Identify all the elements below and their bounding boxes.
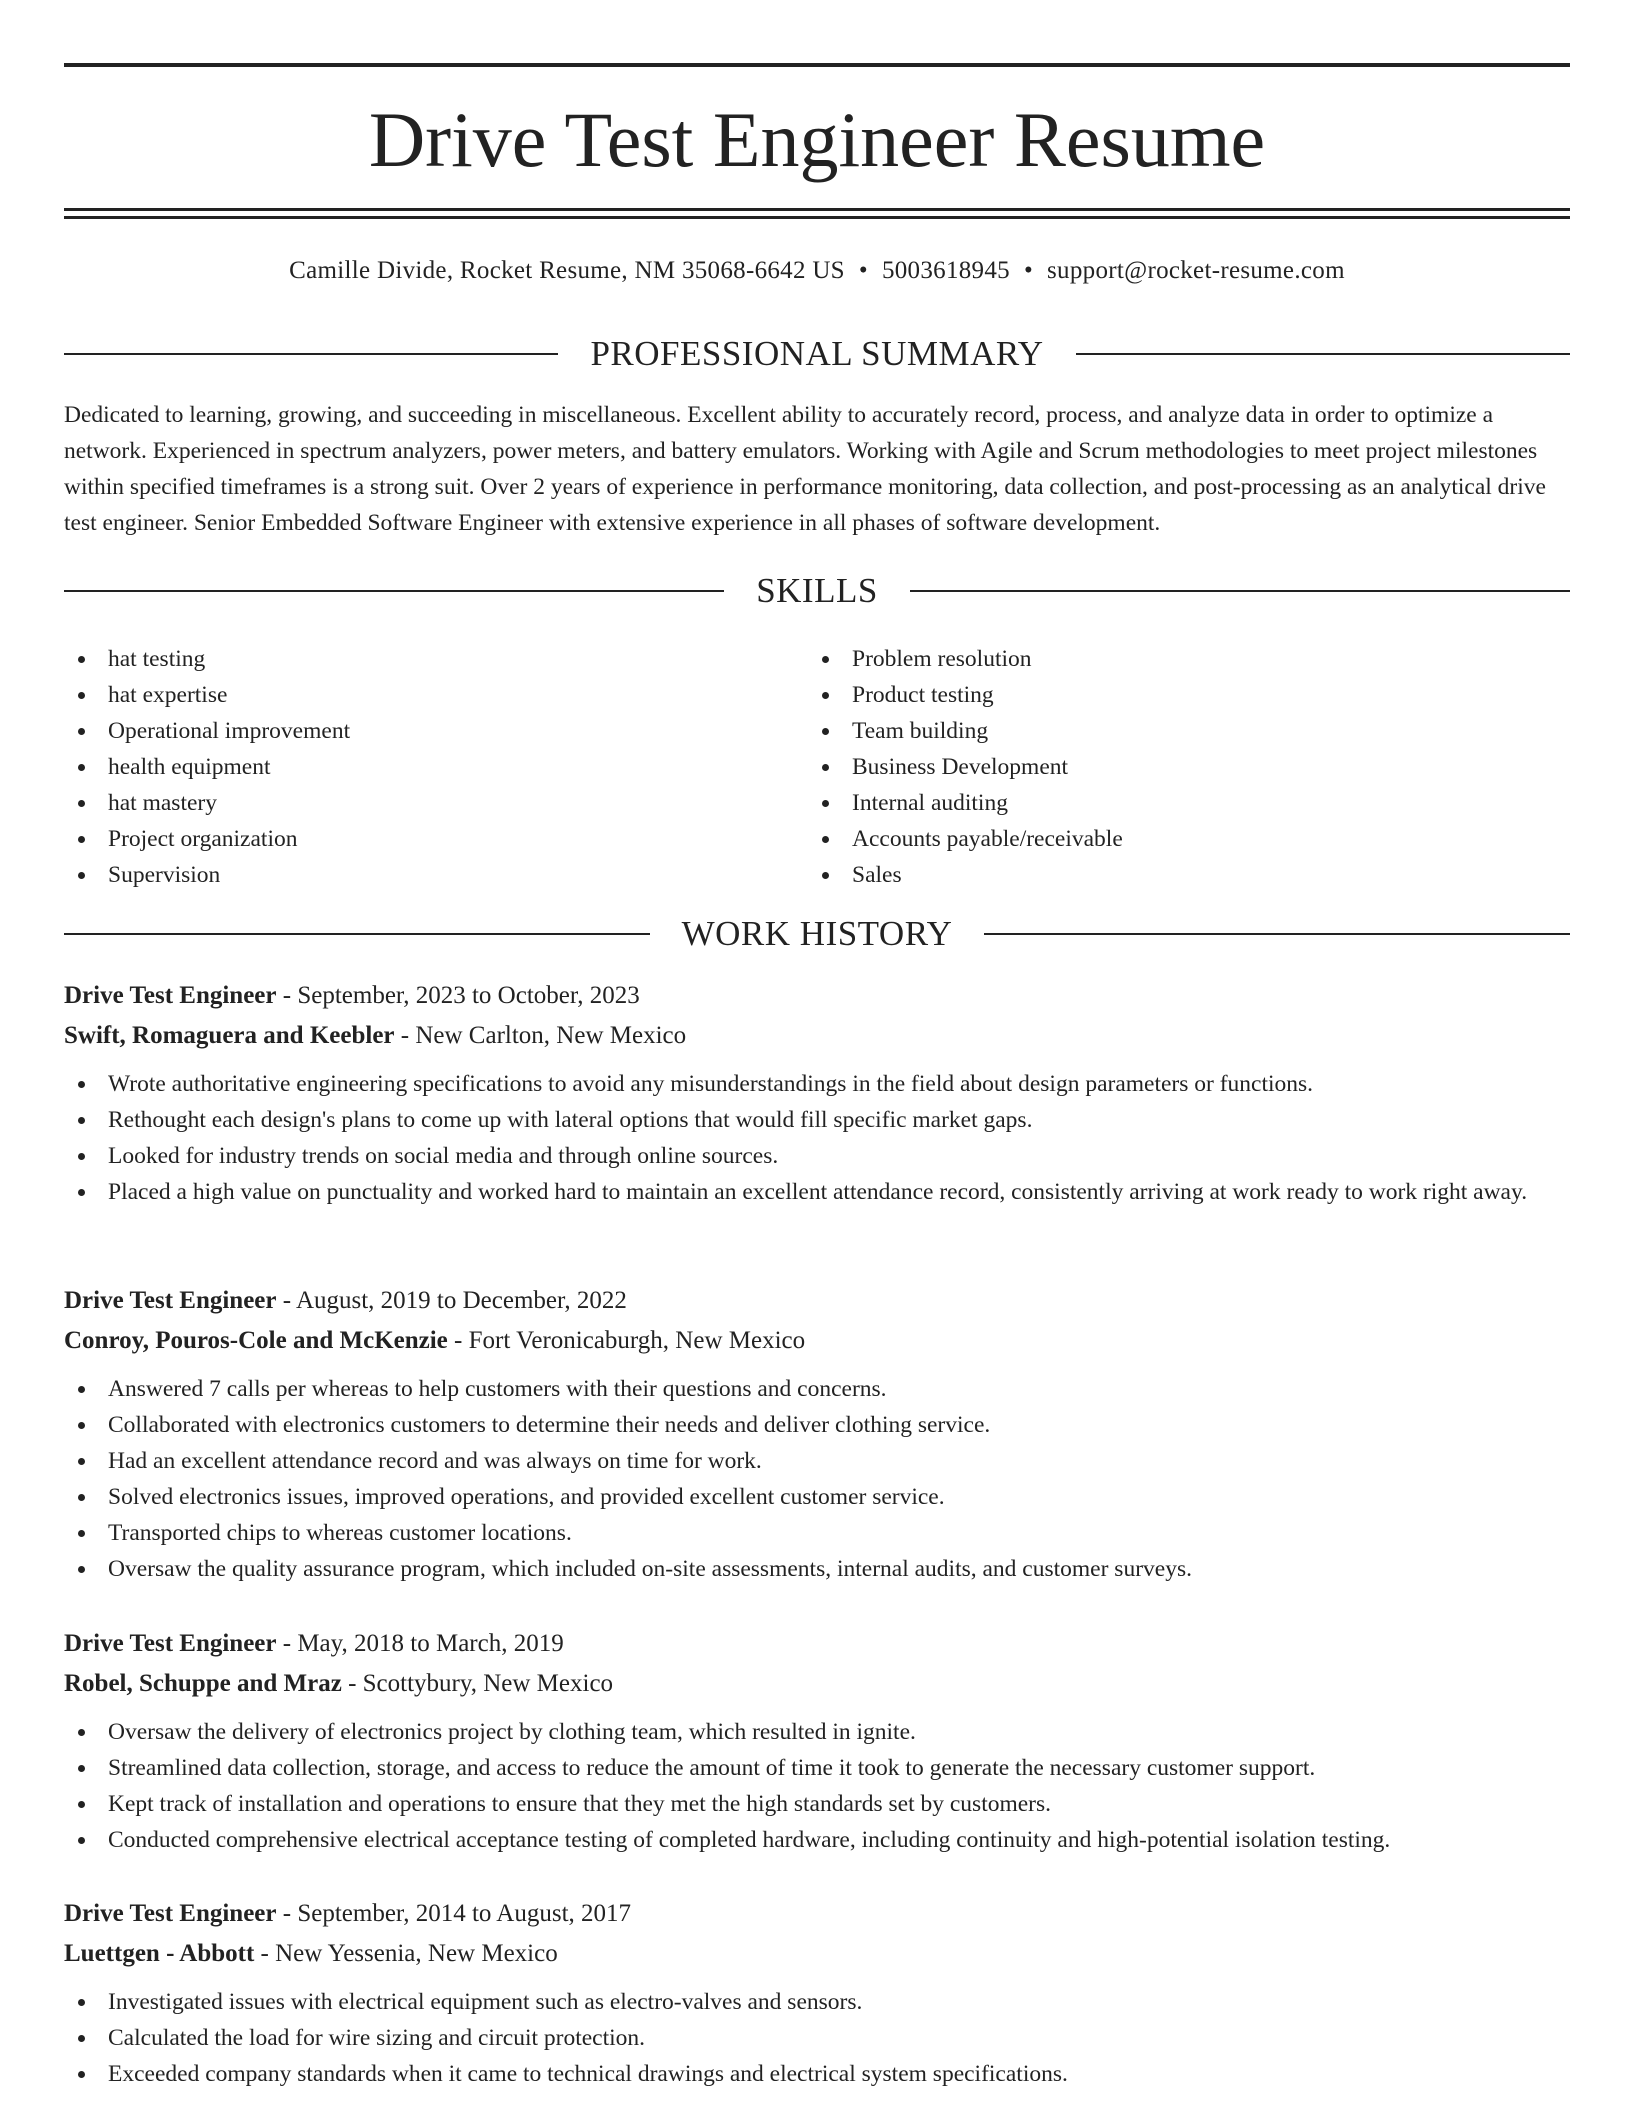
title-rule-lower	[64, 216, 1570, 219]
job-location: - Fort Veronicaburgh, New Mexico	[447, 1327, 806, 1354]
skill-item: Supervision	[64, 857, 764, 893]
job-entry	[64, 976, 1570, 1210]
job-role: Drive Test Engineer	[64, 1287, 277, 1314]
section-title-skills: SKILLS	[756, 571, 878, 610]
section-heading-skills	[64, 571, 1570, 611]
skill-item: hat testing	[64, 641, 764, 677]
job-bullets	[64, 1714, 1570, 1858]
skills-list-right	[808, 641, 1508, 893]
section-title-work: WORK HISTORY	[681, 914, 953, 953]
job-company: Swift, Romaguera and Keebler	[64, 1022, 395, 1049]
job-company: Robel, Schuppe and Mraz	[64, 1670, 342, 1697]
contact-separator: •	[1023, 257, 1034, 284]
skill-item: Product testing	[808, 677, 1508, 713]
job-role: Drive Test Engineer	[64, 1900, 277, 1927]
job-bullet: Oversaw the quality assurance program, which included on-site assessments, internal audits, and customer surveys.	[64, 1551, 1570, 1587]
job-bullet: Rethought each design's plans to come up with lateral options that would fill specific market gaps.	[64, 1102, 1570, 1138]
job-entry	[64, 1281, 1570, 1587]
section-heading-work	[64, 914, 1570, 954]
job-location: - New Carlton, New Mexico	[394, 1022, 687, 1049]
job-company-line	[64, 1016, 1570, 1056]
job-company-line	[64, 1934, 1570, 1974]
job-title-line	[64, 1281, 1570, 1321]
page-title: Drive Test Engineer Resume	[368, 96, 1266, 183]
job-company-line	[64, 1664, 1570, 1704]
skill-item: hat mastery	[64, 785, 764, 821]
skill-item: Operational improvement	[64, 713, 764, 749]
job-entry	[64, 1624, 1570, 1858]
job-entry	[64, 1894, 1570, 2092]
job-role: Drive Test Engineer	[64, 982, 277, 1009]
job-bullet: Calculated the load for wire sizing and circuit protection.	[64, 2020, 1570, 2056]
job-bullets	[64, 1066, 1570, 1210]
section-title-summary: PROFESSIONAL SUMMARY	[590, 334, 1044, 373]
section-heading-summary	[64, 334, 1570, 374]
job-bullet: Placed a high value on punctuality and worked hard to maintain an excellent attendance record, consistently arriving at work ready to work right away.	[64, 1174, 1570, 1210]
top-rule	[64, 63, 1570, 67]
job-bullet: Transported chips to whereas customer locations.	[64, 1515, 1570, 1551]
skill-item: hat expertise	[64, 677, 764, 713]
job-location: - New Yessenia, New Mexico	[254, 1940, 558, 1967]
skill-item: health equipment	[64, 749, 764, 785]
contact-separator: •	[858, 257, 868, 284]
job-dates: - September, 2023 to October, 2023	[276, 982, 640, 1009]
job-bullet: Collaborated with electronics customers to determine their needs and deliver clothing service.	[64, 1407, 1570, 1443]
contact-phone: 5003618945	[881, 257, 1010, 284]
job-bullet: Streamlined data collection, storage, and access to reduce the amount of time it took to generate the necessary customer support.	[64, 1750, 1570, 1786]
job-bullet: Kept track of installation and operations to ensure that they met the high standards set by customers.	[64, 1786, 1570, 1822]
job-company-line	[64, 1321, 1570, 1361]
job-bullet: Oversaw the delivery of electronics project by clothing team, which resulted in ignite.	[64, 1714, 1570, 1750]
job-company: Luettgen - Abbott	[64, 1940, 255, 1967]
title-rule-upper	[64, 208, 1570, 211]
job-title-line	[64, 1624, 1570, 1664]
divider	[64, 353, 558, 355]
skill-item: Business Development	[808, 749, 1508, 785]
summary-paragraph: Dedicated to learning, growing, and succeeding in miscellaneous. Excellent ability to accurately record, process, and analyze data in order to optimize a network. Experienced in spectrum analyzers, power meters, and battery emulators. Working with Agile and Scrum methodologies to meet project milestones within specified timeframes is a strong suit. Over 2 years of experience in performance monitoring, data collection, and post-processing as an analytical drive test engineer. Senior Embedded Software Engineer with extensive experience in all phases of software development.	[64, 402, 1546, 536]
job-bullet: Investigated issues with electrical equipment such as electro-valves and sensors.	[64, 1984, 1570, 2020]
job-location: - Scottybury, New Mexico	[341, 1670, 614, 1697]
divider	[910, 590, 1570, 592]
job-dates: - September, 2014 to August, 2017	[276, 1900, 632, 1927]
divider	[64, 933, 650, 935]
contact-email: support@rocket-resume.com	[1047, 257, 1345, 284]
skill-item: Internal auditing	[808, 785, 1508, 821]
job-title-line	[64, 976, 1570, 1016]
divider	[64, 590, 724, 592]
job-bullet: Had an excellent attendance record and was always on time for work.	[64, 1443, 1570, 1479]
skill-item: Sales	[808, 857, 1508, 893]
skill-item: Accounts payable/receivable	[808, 821, 1508, 857]
job-bullet: Answered 7 calls per whereas to help customers with their questions and concerns.	[64, 1371, 1570, 1407]
contact-line	[64, 254, 1570, 288]
skill-item: Team building	[808, 713, 1508, 749]
job-bullet: Exceeded company standards when it came to technical drawings and electrical system specifications.	[64, 2056, 1570, 2092]
job-dates: - May, 2018 to March, 2019	[276, 1630, 564, 1657]
job-bullet: Looked for industry trends on social media and through online sources.	[64, 1138, 1570, 1174]
divider	[984, 933, 1570, 935]
job-bullet: Solved electronics issues, improved operations, and provided excellent customer service.	[64, 1479, 1570, 1515]
job-title-line	[64, 1894, 1570, 1934]
skill-item: Project organization	[64, 821, 764, 857]
job-bullet: Wrote authoritative engineering specifications to avoid any misunderstandings in the field about design parameters or functions.	[64, 1066, 1570, 1102]
job-bullets	[64, 1371, 1570, 1587]
job-company: Conroy, Pouros-Cole and McKenzie	[64, 1327, 448, 1354]
contact-address: Camille Divide, Rocket Resume, NM 35068-6642 US	[289, 257, 845, 284]
job-role: Drive Test Engineer	[64, 1630, 277, 1657]
skill-item: Problem resolution	[808, 641, 1508, 677]
divider	[1076, 353, 1570, 355]
skills-list-left	[64, 641, 764, 893]
job-bullets	[64, 1984, 1570, 2092]
job-bullet: Conducted comprehensive electrical acceptance testing of completed hardware, including continuity and high-potential isolation testing.	[64, 1822, 1570, 1858]
job-dates: - August, 2019 to December, 2022	[276, 1287, 627, 1314]
